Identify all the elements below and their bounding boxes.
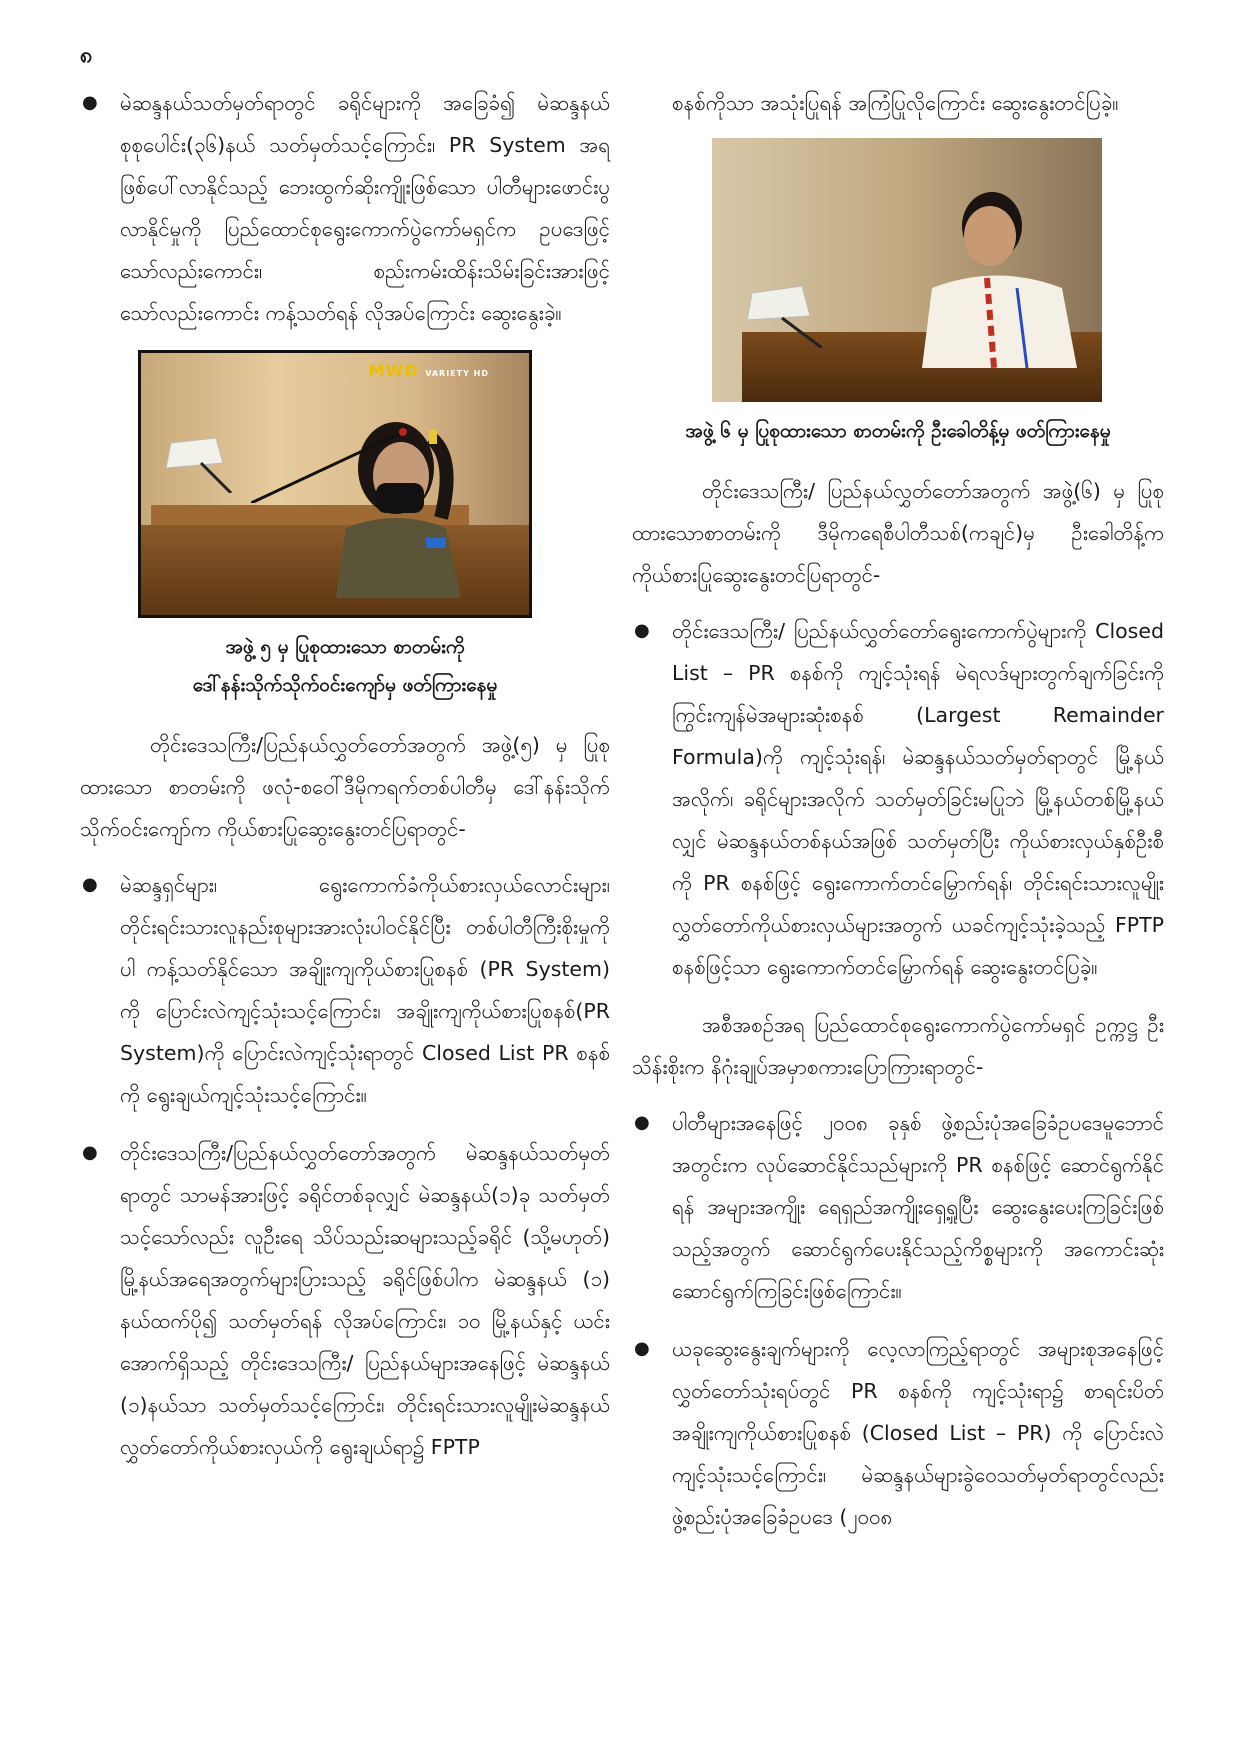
right-column <box>632 82 1164 1554</box>
left-bullet-1: ● မဲဆန္ဒနယ်သတ်မှတ်ရာတွင် ခရိုင်များကို အခြေခံ၍ မဲဆန္ဒနယ် စုစုပေါင်း(၃၆)နယ် သတ်မှတ်သင့်ကြောင်း၊ PR System အရ ဖြစ်ပေါ်လာနိုင်သည့် ဘေးထွက်ဆိုးကျိုးဖြစ်သော ပါတီများဖောင်းပွလာနိုင်မှုကို ပြည်ထောင်စုရွေးကောက်ပွဲကော်မရှင်က ဥပဒေဖြင့်သော်လည်းကောင်း၊ စည်းကမ်းထိန်းသိမ်းခြင်းအားဖြင့်သော်လည်းကောင်း ကန့်သတ်ရန် လိုအပ်ကြောင်း ဆွေးနွေးခဲ့။ <box>80 82 610 334</box>
left-paragraph-1: တိုင်းဒေသကြီး/ပြည်နယ်လွှတ်တော်အတွက် အဖွဲ့(၅) မှ ပြုစုထားသော စာတမ်းကို ဖလုံ-စဝေါ်ဒီမိုကရက်တစ်ပါတီမှ ဒေါ်နန်းသိုက်သိုက်ဝင်းကျော်က ကိုယ်စားပြုဆွေးနွေးတင်ပြရာတွင်- <box>80 733 610 841</box>
right-continuation: စနစ်ကိုသာ အသုံးပြုရန် အကြံပြုလိုကြောင်း ဆွေးနွေးတင်ပြခဲ့။ <box>672 91 1119 115</box>
caption-photo-1 <box>80 628 610 704</box>
caption-1-line-2: ဒေါ်နန်းသိုက်သိုက်ဝင်းကျော်မှ ဖတ်ကြားနေမှု <box>192 674 498 696</box>
left-bullet-2: ● မဲဆန္ဒရှင်များ၊ ရွေးကောက်ခံကိုယ်စားလှယ်လောင်းများ၊ တိုင်းရင်းသားလူနည်းစုများအားလုံးပါဝင်နိုင်ပြီး တစ်ပါတီကြီးစိုးမှုကိုပါ ကန့်သတ်နိုင်သော အချိုးကျကိုယ်စားပြုစနစ် (PR System) ကို ပြောင်းလဲကျင့်သုံးသင့်ကြောင်း၊ အချိုးကျကိုယ်စားပြုစနစ်(PR System)ကို ပြောင်းလဲကျင့်သုံးရာတွင် Closed List PR စနစ်ကို ရွေးချယ်ကျင့်သုံးသင့်ကြောင်း။ <box>80 864 610 1116</box>
tv-logo <box>369 361 489 380</box>
left-bullet-3: ● တိုင်းဒေသကြီး/ပြည်နယ်လွှတ်တော်အတွက် မဲဆန္ဒနယ်သတ်မှတ်ရာတွင် သာမန်အားဖြင့် ခရိုင်တစ်ခုလျှင် မဲဆန္ဒနယ်(၁)ခု သတ်မှတ်သင့်သော်လည်း လူဦးရေ သိပ်သည်းဆများသည့်ခရိုင် (သို့မဟုတ်) မြို့နယ်အရေအတွက်များပြားသည့် ခရိုင်ဖြစ်ပါက မဲဆန္ဒနယ် (၁) နယ်ထက်ပို၍ သတ်မှတ်ရန် လိုအပ်ကြောင်း၊ ၁၀ မြို့နယ်နှင့် ယင်းအောက်ရှိသည့် တိုင်းဒေသကြီး/ ပြည်နယ်များအနေဖြင့် မဲဆန္ဒနယ် (၁)နယ်သာ သတ်မှတ်သင့်ကြောင်း၊ တိုင်းရင်းသားလူမျိုးမဲဆန္ဒနယ်လွှတ်တော်ကိုယ်စားလှယ်ကို ရွေးချယ်ရာ၌ FPTP <box>80 1132 610 1468</box>
right-paragraph-1: တိုင်းဒေသကြီး/ ပြည်နယ်လွှတ်တော်အတွက် အဖွဲ့(၆) မှ ပြုစုထားသောစာတမ်းကို ဒီမိုကရေစီပါတီသစ်(ကချင်)မှ ဦးခေါတိန့်က ကိုယ်စားပြုဆွေးနွေးတင်ပြရာတွင်- <box>632 479 1164 587</box>
right-bullet-2: ● ပါတီများအနေဖြင့် ၂၀၀၈ ခုနှစ် ဖွဲ့စည်းပုံအခြေခံဥပဒေမူဘောင်အတွင်းက လုပ်ဆောင်နိုင်သည်များကို PR စနစ်ဖြင့် ဆောင်ရွက်နိုင်ရန် အများအကျိုး ရေရှည်အကျိုးရှေ့ရှုပြီး ဆွေးနွေးပေးကြခြင်းဖြစ်သည့်အတွက် ဆောင်ရွက်ပေးနိုင်သည့်ကိစ္စများကို အကောင်းဆုံးဆောင်ရွက်ကြခြင်းဖြစ်ကြောင်း။ <box>632 1102 1164 1312</box>
photo-speaker-man <box>712 138 1102 402</box>
desk-lamp-icon <box>742 278 832 348</box>
tv-logo-subtext: VARIETY HD <box>425 369 489 378</box>
speaker-figure-icon <box>912 178 1082 368</box>
right-paragraph-2: အစီအစဉ်အရ ပြည်ထောင်စုရွေးကောက်ပွဲကော်မရှင် ဥက္ကဋ္ဌ ဦးသိန်းစိုးက နိဂုံးချုပ်အမှာစကားပြောကြားရာတွင်- <box>632 1013 1164 1079</box>
page-number: ၈ <box>80 43 93 68</box>
right-bullet-3: ● ယခုဆွေးနွေးချက်များကို လေ့လာကြည့်ရာတွင် အများစုအနေဖြင့် လွှတ်တော်သုံးရပ်တွင် PR စနစ်ကို ကျင့်သုံးရာ၌ စာရင်းပိတ်အချိုးကျကိုယ်စားပြုစနစ် (Closed List – PR) ကို ပြောင်းလဲကျင့်သုံးသင့်ကြောင်း၊ မဲဆန္ဒနယ်များခွဲဝေသတ်မှတ်ရာတွင်လည်း ဖွဲ့စည်းပုံအခြေခံဥပဒေ (၂၀၀၈ <box>632 1328 1164 1538</box>
caption-photo-2: အဖွဲ့ ၆ မှ ပြုစုထားသော စာတမ်းကို ဦးခေါတိန့်မှ ဖတ်ကြားနေမှု <box>685 420 1111 442</box>
caption-1-line-1: အဖွဲ့ ၅ မှ ပြုစုထားသော စာတမ်းကို <box>225 636 465 658</box>
left-column <box>80 82 610 1484</box>
tv-logo-text: MWD <box>368 361 419 380</box>
photo-speaker-woman <box>138 350 532 618</box>
desk-lamp-icon <box>161 433 241 493</box>
right-bullet-1: ● တိုင်းဒေသကြီး/ ပြည်နယ်လွှတ်တော်ရွေးကောက်ပွဲများကို Closed List – PR စနစ်ကို ကျင့်သုံးရန် မဲရလဒ်များတွက်ချက်ခြင်းကို ကြွင်းကျန်မဲအများဆုံးစနစ် (Largest Remainder Formula)ကို ကျင့်သုံးရန်၊ မဲဆန္ဒနယ်သတ်မှတ်ရာတွင် မြို့နယ်အလိုက်၊ ခရိုင်များအလိုက် သတ်မှတ်ခြင်းမပြုဘဲ မြို့နယ်တစ်မြို့နယ်လျှင် မဲဆန္ဒနယ်တစ်နယ်အဖြစ် သတ်မှတ်ပြီး ကိုယ်စားလှယ်နှစ်ဦးစီကို PR စနစ်ဖြင့် ရွေးကောက်တင်မြှောက်ရန်၊ တိုင်းရင်းသားလူမျိုးလွှတ်တော်ကိုယ်စားလှယ်များအတွက် ယခင်ကျင့်သုံးခဲ့သည့် FPTP စနစ်ဖြင့်သာ ရွေးကောက်တင်မြှောက်ရန် ဆွေးနွေးတင်ပြခဲ့။ <box>632 610 1164 988</box>
microphone-icon <box>251 423 411 503</box>
